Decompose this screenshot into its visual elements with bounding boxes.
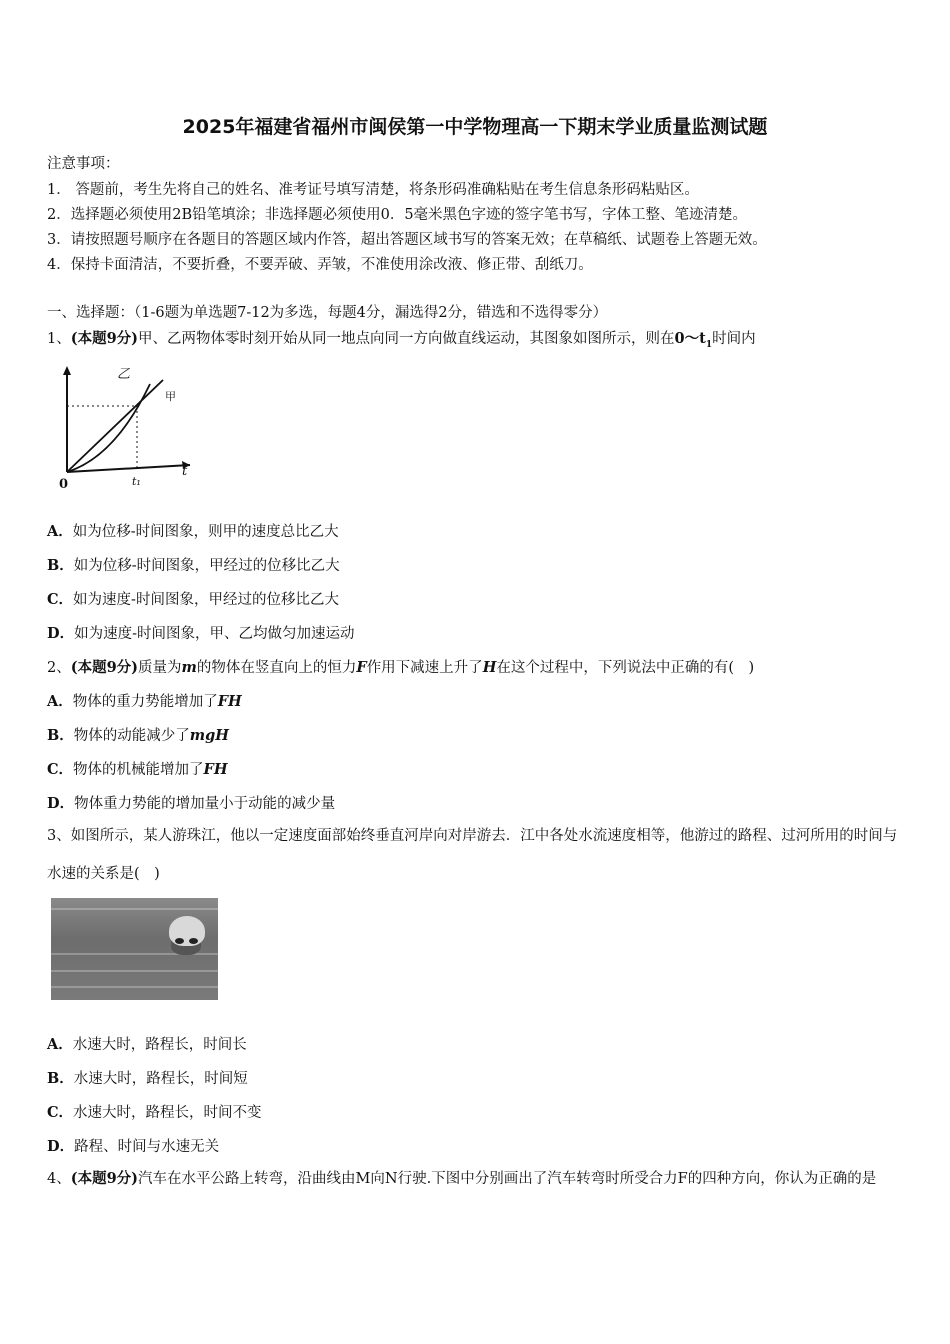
option-text: 水速大时，路程长，时间长 <box>72 1037 247 1053</box>
option-letter: D． <box>47 625 75 642</box>
option-text: 如为位移-时间图象，则甲的速度总比乙大 <box>72 524 339 540</box>
option-text: 物体的重力势能增加了 <box>72 694 218 710</box>
option-text: 如为位移-时间图象，甲经过的位移比乙大 <box>73 558 340 574</box>
option-text: 物体重力势能的增加量小于动能的减少量 <box>74 796 336 812</box>
page-title: 2025年福建省福州市闽侯第一中学物理高一下期末学业质量监测试题 <box>182 116 768 138</box>
notice-item: 2．选择题必须使用2B铅笔填涂；非选择题必须使用0．5毫米黑色字迹的签字笔书写，字体工整、笔迹清楚。 <box>47 207 748 223</box>
option-text: 物体的动能减少了 <box>73 728 190 744</box>
option-a <box>47 520 339 541</box>
option-letter: C． <box>47 761 74 778</box>
x-axis <box>67 465 190 472</box>
origin-label: 0 <box>59 477 69 492</box>
variable: mgH <box>189 727 229 744</box>
question-text: 时间内 <box>712 331 756 347</box>
subscript: 1 <box>705 339 713 350</box>
option-d <box>47 622 354 643</box>
option-b <box>47 724 229 745</box>
line-jia <box>67 380 163 472</box>
variable: m <box>181 659 197 676</box>
goggle <box>189 938 198 944</box>
question-1-stem <box>47 327 756 350</box>
water-wave <box>51 986 218 988</box>
option-text: 物体的机械能增加了 <box>73 762 204 778</box>
question-points: (本题9分) <box>70 659 139 676</box>
motion-graph <box>55 362 195 492</box>
notice-heading: 注意事项： <box>47 156 120 172</box>
water-wave <box>51 908 218 910</box>
option-text: 如为速度-时间图象，甲、乙均做匀加速运动 <box>74 626 355 642</box>
question-points: (本题9分) <box>70 1170 139 1187</box>
option-text: 水速大时，路程长，时间短 <box>73 1071 248 1087</box>
option-c <box>47 588 339 609</box>
water-wave <box>51 970 218 972</box>
option-d <box>47 792 335 813</box>
option-letter: A． <box>47 693 73 710</box>
tick-label-t1: t₁ <box>132 475 141 488</box>
question-text: 甲、乙两物体零时刻开始从同一地点向同一方向做直线运动，其图象如图所示，则在 <box>138 331 675 347</box>
goggle <box>175 938 184 944</box>
option-text: 如为速度-时间图象，甲经过的位移比乙大 <box>73 592 339 608</box>
option-a <box>47 690 242 711</box>
question-text: 作用下减速上升了 <box>366 660 483 676</box>
question-number: 4、 <box>47 1171 71 1187</box>
label-yi: 乙 <box>117 367 131 382</box>
x-axis-label: t <box>182 464 188 479</box>
question-text: 0～t <box>674 330 706 347</box>
option-letter: A． <box>47 523 73 540</box>
option-letter: D． <box>47 1138 75 1155</box>
option-a <box>47 1033 247 1054</box>
question-points: (本题9分) <box>70 330 139 347</box>
option-letter: C． <box>47 1104 74 1121</box>
option-letter: A． <box>47 1036 73 1053</box>
section-heading: 一、选择题：（1-6题为单选题7-12为多选，每题4分，漏选得2分，错选和不选得零分） <box>47 305 608 321</box>
question-4-stem <box>47 1160 907 1198</box>
label-jia: 甲 <box>165 390 176 403</box>
variable: FH <box>203 761 228 778</box>
variable: FH <box>217 693 242 710</box>
option-d <box>47 1135 219 1156</box>
option-letter: B． <box>47 1070 74 1087</box>
swimmer-photo <box>51 898 218 1000</box>
curve-yi <box>67 384 150 472</box>
option-b <box>47 554 340 575</box>
option-letter: D． <box>47 795 75 812</box>
variable: H <box>482 659 497 676</box>
option-c <box>47 758 228 779</box>
question-text: 汽车在水平公路上转弯，沿曲线由M向N行驶.下图中分别画出了汽车转弯时所受合力F的四种方向，你认为正确的是 <box>138 1171 877 1187</box>
y-axis-arrow <box>63 366 71 375</box>
notice-item: 1． 答题前，考生先将自己的姓名、准考证号填写清楚，将条形码准确粘贴在考生信息条形码粘贴区。 <box>47 182 699 198</box>
question-number: 1、 <box>47 331 71 347</box>
notice-item: 3．请按照题号顺序在各题目的答题区域内作答，超出答题区域书写的答案无效；在草稿纸、试题卷上答题无效。 <box>47 232 767 248</box>
option-b <box>47 1067 248 1088</box>
question-number: 2、 <box>47 660 71 676</box>
question-3-stem: 3、如图所示，某人游珠江，他以一定速度面部始终垂直河岸向对岸游去．江中各处水流速度相等，他游过的路程、过河所用的时间与水速的关系是( ) <box>47 828 898 882</box>
option-c <box>47 1101 262 1122</box>
question-text: 在这个过程中，下列说法中正确的有( ) <box>496 660 755 676</box>
variable: F <box>356 659 367 676</box>
question-2-stem <box>47 656 754 677</box>
option-text: 水速大时，路程长，时间不变 <box>73 1105 262 1121</box>
option-text: 路程、时间与水速无关 <box>74 1139 220 1155</box>
notice-item: 4．保持卡面清洁，不要折叠，不要弄破、弄皱，不准使用涂改液、修正带、刮纸刀。 <box>47 257 593 273</box>
option-letter: C． <box>47 591 74 608</box>
question-text: 质量为 <box>138 660 182 676</box>
option-letter: B． <box>47 727 74 744</box>
option-letter: B． <box>47 557 74 574</box>
question-text: 的物体在竖直向上的恒力 <box>196 660 357 676</box>
